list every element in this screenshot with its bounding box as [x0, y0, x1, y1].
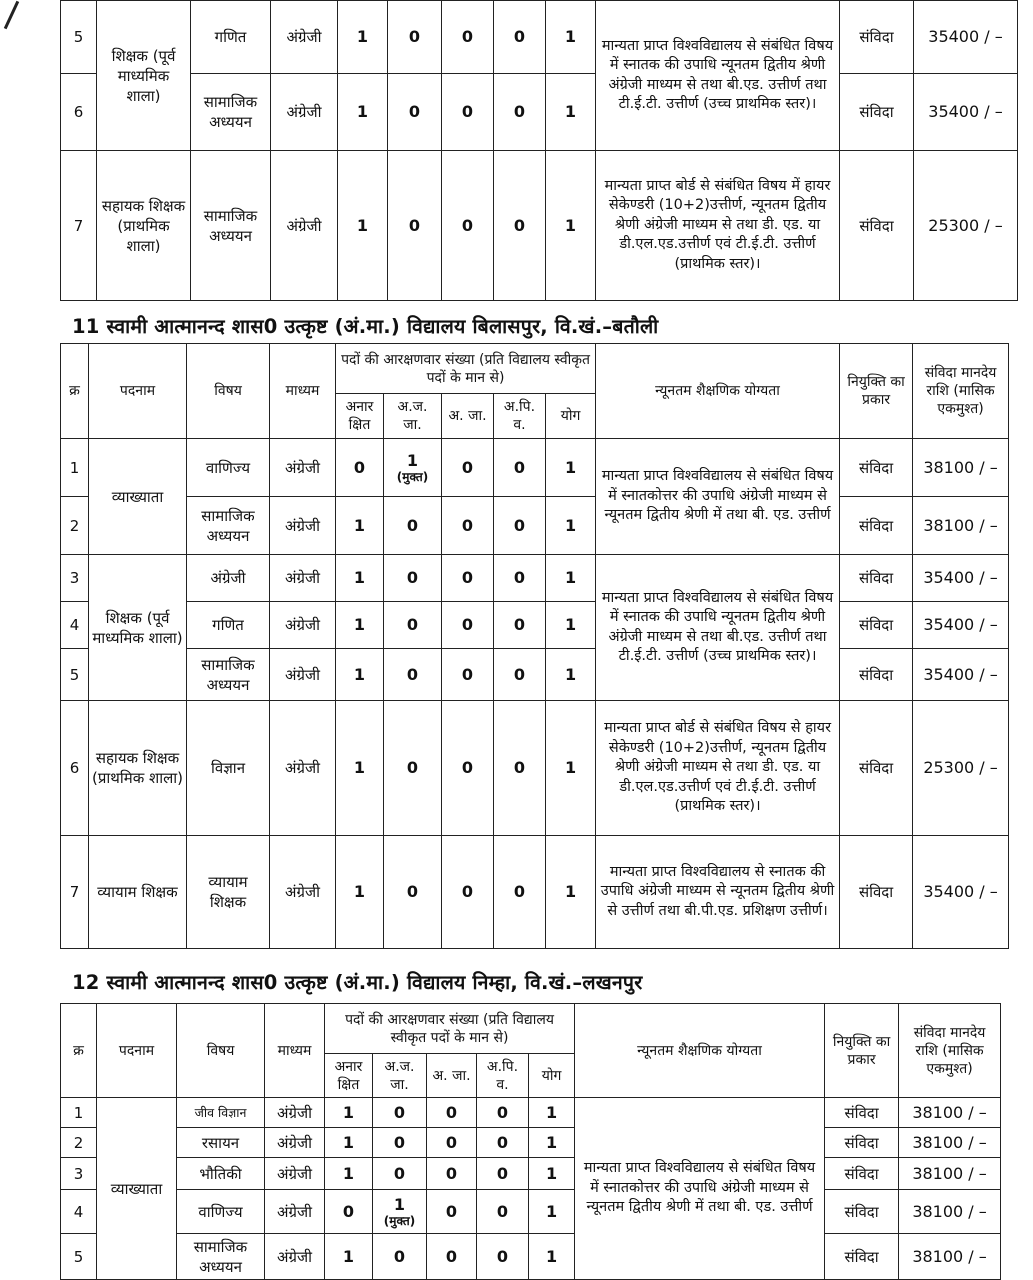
col-header-qualification: न्यूनतम शैक्षणिक योग्यता — [575, 1004, 825, 1098]
subject: अंग्रेजी — [187, 555, 270, 602]
col-header-sc: अ.ज. जा. — [384, 394, 442, 439]
medium: अंग्रेजी — [265, 1158, 325, 1190]
post-name: शिक्षक (पूर्व माध्यमिक शाला) — [89, 555, 187, 701]
st-count: 0 — [442, 555, 494, 602]
sno: 1 — [61, 439, 89, 497]
obc-count: 0 — [494, 701, 546, 836]
sc-count: 0 — [373, 1158, 427, 1190]
sc-count-value: 1 — [406, 451, 419, 470]
sc-count: 0 — [384, 555, 442, 602]
st-count: 0 — [442, 151, 494, 301]
st-count: 0 — [427, 1190, 477, 1234]
table-row — [61, 649, 1009, 701]
total-count: 1 — [529, 1234, 575, 1280]
qualification: मान्यता प्राप्त विश्वविद्यालय से संबंधित विषय में स्नातकोत्तर की उपाधि अंग्रेजी माध्यम से न्यूनतम द्वितीय श्रेणी में तथा बी. एड. उत्तीर्ण — [575, 1098, 825, 1280]
sc-note: (मुक्त) — [396, 470, 429, 484]
post-name: शिक्षक (पूर्व माध्यमिक शाला) — [97, 1, 191, 151]
total-count: 1 — [546, 602, 596, 649]
unreserved-count: 1 — [325, 1098, 373, 1128]
subject: वाणिज्य — [187, 439, 270, 497]
post-name: सहायक शिक्षक (प्राथमिक शाला) — [89, 701, 187, 836]
total-count: 1 — [529, 1098, 575, 1128]
sc-count: 0 — [384, 649, 442, 701]
subject: सामाजिक अध्ययन — [187, 497, 270, 555]
obc-count: 0 — [494, 497, 546, 555]
sno: 5 — [61, 1, 97, 74]
subject: जीव विज्ञान — [177, 1098, 265, 1128]
obc-count: 0 — [494, 602, 546, 649]
subject: गणित — [187, 602, 270, 649]
pay-amount: 35400 / – — [913, 602, 1009, 649]
subject: विज्ञान — [187, 701, 270, 836]
subject: वाणिज्य — [177, 1190, 265, 1234]
col-header-post: पदनाम — [97, 1004, 177, 1098]
table-row — [61, 836, 1009, 949]
obc-count: 0 — [494, 555, 546, 602]
qualification: मान्यता प्राप्त विश्वविद्यालय से संबंधित विषय में स्नातक की उपाधि न्यूनतम द्वितीय श्रेणी अंग्रेजी माध्यम से तथा बी.एड. उत्तीर्ण तथा टी.ई.टी. उत्तीर्ण (उच्च प्राथमिक स्तर)। — [596, 555, 840, 701]
table-row — [61, 1234, 1001, 1280]
col-header-obc: अ.पि. व. — [494, 394, 546, 439]
st-count: 0 — [442, 649, 494, 701]
qualification: मान्यता प्राप्त बोर्ड से संबंधित विषय से हायर सेकेण्डरी (10+2)उत्तीर्ण, न्यूनतम द्वितीय श्रेणी अंग्रेजी माध्यम से तथा डी. एड. या डी.एल.एड.उत्तीर्ण एवं टी.ई.टी. उत्तीर्ण (प्राथमिक स्तर)। — [596, 701, 840, 836]
col-header-appointment: नियुक्ति का प्रकार — [825, 1004, 899, 1098]
obc-count: 0 — [494, 439, 546, 497]
pay-amount: 25300 / – — [913, 701, 1009, 836]
pay-amount: 35400 / – — [914, 74, 1018, 151]
unreserved-count: 1 — [325, 1158, 373, 1190]
post-name: व्याख्याता — [97, 1098, 177, 1280]
unreserved-count: 1 — [336, 701, 384, 836]
pay-amount: 38100 / – — [913, 497, 1009, 555]
col-header-medium: माध्यम — [265, 1004, 325, 1098]
medium: अंग्रेजी — [265, 1190, 325, 1234]
appointment-type: संविदा — [840, 555, 913, 602]
st-count: 0 — [427, 1158, 477, 1190]
appointment-type: संविदा — [840, 602, 913, 649]
unreserved-count: 1 — [336, 836, 384, 949]
appointment-type: संविदा — [825, 1234, 899, 1280]
post-name: व्याख्याता — [89, 439, 187, 555]
post-name: व्यायाम शिक्षक — [89, 836, 187, 949]
table-row — [61, 555, 1009, 602]
pay-amount: 38100 / – — [899, 1098, 1001, 1128]
pay-amount: 38100 / – — [899, 1190, 1001, 1234]
table-row — [61, 602, 1009, 649]
sc-count — [373, 1190, 427, 1234]
unreserved-count: 0 — [325, 1190, 373, 1234]
table-row — [61, 497, 1009, 555]
table-section-11 — [60, 343, 1009, 949]
medium: अंग्रेजी — [270, 701, 336, 836]
st-count: 0 — [427, 1098, 477, 1128]
st-count: 0 — [427, 1234, 477, 1280]
total-count: 1 — [529, 1158, 575, 1190]
sno: 5 — [61, 649, 89, 701]
col-header-subject: विषय — [177, 1004, 265, 1098]
total-count: 1 — [546, 439, 596, 497]
appointment-type: संविदा — [825, 1098, 899, 1128]
total-count: 1 — [546, 1, 596, 74]
unreserved-count: 1 — [336, 555, 384, 602]
col-header-st: अ. जा. — [427, 1054, 477, 1098]
unreserved-count: 1 — [338, 151, 388, 301]
appointment-type: संविदा — [840, 1, 914, 74]
col-header-reservation: पदों की आरक्षणवार संख्या (प्रति विद्यालय स्वीकृत पदों के मान से) — [325, 1004, 575, 1054]
sc-count: 0 — [388, 151, 442, 301]
subject: रसायन — [177, 1128, 265, 1158]
obc-count: 0 — [494, 836, 546, 949]
section-12-title: 12 स्वामी आत्मानन्द शास0 उत्कृष्ट (अं.मा.) विद्यालय निम्हा, वि.खं.–लखनपुर — [72, 971, 643, 994]
total-count: 1 — [546, 497, 596, 555]
header-row — [61, 1004, 1001, 1054]
table-row — [61, 701, 1009, 836]
sc-note: (मुक्त) — [383, 1214, 416, 1228]
col-header-pay: संविदा मानदेय राशि (मासिक एकमुश्त) — [913, 344, 1009, 439]
medium: अंग्रेजी — [270, 497, 336, 555]
pay-amount: 35400 / – — [913, 555, 1009, 602]
st-count: 0 — [442, 836, 494, 949]
col-header-total: योग — [546, 394, 596, 439]
appointment-type: संविदा — [840, 151, 914, 301]
col-header-reservation: पदों की आरक्षणवार संख्या (प्रति विद्यालय स्वीकृत पदों के मान से) — [336, 344, 596, 394]
sc-count: 0 — [373, 1128, 427, 1158]
st-count: 0 — [427, 1128, 477, 1158]
obc-count: 0 — [477, 1128, 529, 1158]
medium: अंग्रेजी — [271, 1, 338, 74]
col-header-qualification: न्यूनतम शैक्षणिक योग्यता — [596, 344, 840, 439]
col-header-unreserved: अनार क्षित — [325, 1054, 373, 1098]
table-row — [61, 1158, 1001, 1190]
appointment-type: संविदा — [840, 74, 914, 151]
header-row — [61, 344, 1009, 394]
qualification: मान्यता प्राप्त बोर्ड से संबंधित विषय में हायर सेकेण्डरी (10+2)उत्तीर्ण, न्यूनतम द्वितीय श्रेणी अंग्रेजी माध्यम से तथा डी. एड. या डी.एल.एड.उत्तीर्ण एवं टी.ई.टी. उत्तीर्ण (प्राथमिक स्तर)। — [596, 151, 840, 301]
total-count: 1 — [529, 1190, 575, 1234]
table-row — [61, 1190, 1001, 1234]
sc-count-value: 1 — [393, 1195, 406, 1214]
sc-count: 0 — [373, 1098, 427, 1128]
appointment-type: संविदा — [840, 701, 913, 836]
st-count: 0 — [442, 1, 494, 74]
medium: अंग्रेजी — [265, 1128, 325, 1158]
section-11-title: 11 स्वामी आत्मानन्द शास0 उत्कृष्ट (अं.मा.) विद्यालय बिलासपुर, वि.खं.–बतौली — [72, 315, 659, 338]
col-header-total: योग — [529, 1054, 575, 1098]
sc-count: 0 — [373, 1234, 427, 1280]
total-count: 1 — [546, 74, 596, 151]
col-header-sno: क्र — [61, 1004, 97, 1098]
subject: सामाजिक अध्ययन — [191, 151, 271, 301]
obc-count: 0 — [494, 649, 546, 701]
total-count: 1 — [546, 555, 596, 602]
table-continued — [60, 0, 1018, 301]
table-row — [61, 151, 1018, 301]
unreserved-count: 1 — [325, 1128, 373, 1158]
obc-count: 0 — [494, 74, 546, 151]
total-count: 1 — [546, 649, 596, 701]
table-section-12 — [60, 1003, 1001, 1280]
unreserved-count: 1 — [336, 649, 384, 701]
subject: सामाजिक अध्ययन — [191, 74, 271, 151]
table-row — [61, 439, 1009, 497]
sc-count — [384, 439, 442, 497]
sc-count: 0 — [384, 836, 442, 949]
col-header-sc: अ.ज. जा. — [373, 1054, 427, 1098]
st-count: 0 — [442, 439, 494, 497]
total-count: 1 — [529, 1128, 575, 1158]
unreserved-count: 1 — [336, 602, 384, 649]
subject: व्यायाम शिक्षक — [187, 836, 270, 949]
sc-count: 0 — [384, 701, 442, 836]
subject: सामाजिक अध्ययन — [177, 1234, 265, 1280]
total-count: 1 — [546, 836, 596, 949]
sno: 4 — [61, 602, 89, 649]
obc-count: 0 — [494, 151, 546, 301]
sc-count: 0 — [388, 1, 442, 74]
obc-count: 0 — [477, 1098, 529, 1128]
col-header-subject: विषय — [187, 344, 270, 439]
st-count: 0 — [442, 497, 494, 555]
sno: 3 — [61, 1158, 97, 1190]
sno: 4 — [61, 1190, 97, 1234]
sno: 3 — [61, 555, 89, 602]
col-header-unreserved: अनार क्षित — [336, 394, 384, 439]
medium: अंग्रेजी — [271, 74, 338, 151]
table-row — [61, 1098, 1001, 1128]
appointment-type: संविदा — [825, 1190, 899, 1234]
table-row — [61, 1, 1018, 74]
medium: अंग्रेजी — [270, 439, 336, 497]
appointment-type: संविदा — [840, 497, 913, 555]
post-name: सहायक शिक्षक (प्राथमिक शाला) — [97, 151, 191, 301]
appointment-type: संविदा — [825, 1158, 899, 1190]
medium: अंग्रेजी — [271, 151, 338, 301]
col-header-appointment: नियुक्ति का प्रकार — [840, 344, 913, 439]
col-header-medium: माध्यम — [270, 344, 336, 439]
st-count: 0 — [442, 701, 494, 836]
medium: अंग्रेजी — [265, 1234, 325, 1280]
sno: 6 — [61, 74, 97, 151]
total-count: 1 — [546, 151, 596, 301]
appointment-type: संविदा — [840, 649, 913, 701]
pay-amount: 38100 / – — [899, 1158, 1001, 1190]
pay-amount: 38100 / – — [913, 439, 1009, 497]
pay-amount: 35400 / – — [914, 1, 1018, 74]
appointment-type: संविदा — [840, 836, 913, 949]
pay-amount: 35400 / – — [913, 836, 1009, 949]
table-row — [61, 1128, 1001, 1158]
unreserved-count: 1 — [338, 1, 388, 74]
obc-count: 0 — [477, 1190, 529, 1234]
obc-count: 0 — [477, 1158, 529, 1190]
qualification: मान्यता प्राप्त विश्वविद्यालय से स्नातक की उपाधि अंग्रेजी माध्यम से न्यूनतम द्वितीय श्रेणी से उत्तीर्ण तथा बी.पी.एड. प्रशिक्षण उत्तीर्ण। — [596, 836, 840, 949]
medium: अंग्रेजी — [270, 555, 336, 602]
col-header-sno: क्र — [61, 344, 89, 439]
pay-amount: 38100 / – — [899, 1128, 1001, 1158]
unreserved-count: 1 — [336, 497, 384, 555]
medium: अंग्रेजी — [270, 649, 336, 701]
sno: 2 — [61, 497, 89, 555]
unreserved-count: 0 — [336, 439, 384, 497]
sno: 5 — [61, 1234, 97, 1280]
col-header-pay: संविदा मानदेय राशि (मासिक एकमुश्त) — [899, 1004, 1001, 1098]
total-count: 1 — [546, 701, 596, 836]
medium: अंग्रेजी — [270, 836, 336, 949]
sc-count: 0 — [384, 497, 442, 555]
sc-count: 0 — [384, 602, 442, 649]
subject: भौतिकी — [177, 1158, 265, 1190]
st-count: 0 — [442, 602, 494, 649]
appointment-type: संविदा — [825, 1128, 899, 1158]
sno: 2 — [61, 1128, 97, 1158]
obc-count: 0 — [477, 1234, 529, 1280]
st-count: 0 — [442, 74, 494, 151]
sno: 6 — [61, 701, 89, 836]
qualification: मान्यता प्राप्त विश्वविद्यालय से संबंधित विषय में स्नातकोत्तर की उपाधि अंग्रेजी माध्यम से न्यूनतम द्वितीय श्रेणी में तथा बी. एड. उत्तीर्ण — [596, 439, 840, 555]
pay-amount: 38100 / – — [899, 1234, 1001, 1280]
sno: 1 — [61, 1098, 97, 1128]
unreserved-count: 1 — [338, 74, 388, 151]
subject: सामाजिक अध्ययन — [187, 649, 270, 701]
sno: 7 — [61, 151, 97, 301]
obc-count: 0 — [494, 1, 546, 74]
medium: अंग्रेजी — [270, 602, 336, 649]
table-row — [61, 74, 1018, 151]
col-header-post: पदनाम — [89, 344, 187, 439]
pay-amount: 25300 / – — [914, 151, 1018, 301]
unreserved-count: 1 — [325, 1234, 373, 1280]
appointment-type: संविदा — [840, 439, 913, 497]
medium: अंग्रेजी — [265, 1098, 325, 1128]
col-header-obc: अ.पि. व. — [477, 1054, 529, 1098]
col-header-st: अ. जा. — [442, 394, 494, 439]
pay-amount: 35400 / – — [913, 649, 1009, 701]
sno: 7 — [61, 836, 89, 949]
sc-count: 0 — [388, 74, 442, 151]
corner-mark — [4, 1, 19, 29]
subject: गणित — [191, 1, 271, 74]
qualification: मान्यता प्राप्त विश्वविद्यालय से संबंधित विषय में स्नातक की उपाधि न्यूनतम द्वितीय श्रेणी अंग्रेजी माध्यम से तथा बी.एड. उत्तीर्ण तथा टी.ई.टी. उत्तीर्ण (उच्च प्राथमिक स्तर)। — [596, 1, 840, 151]
